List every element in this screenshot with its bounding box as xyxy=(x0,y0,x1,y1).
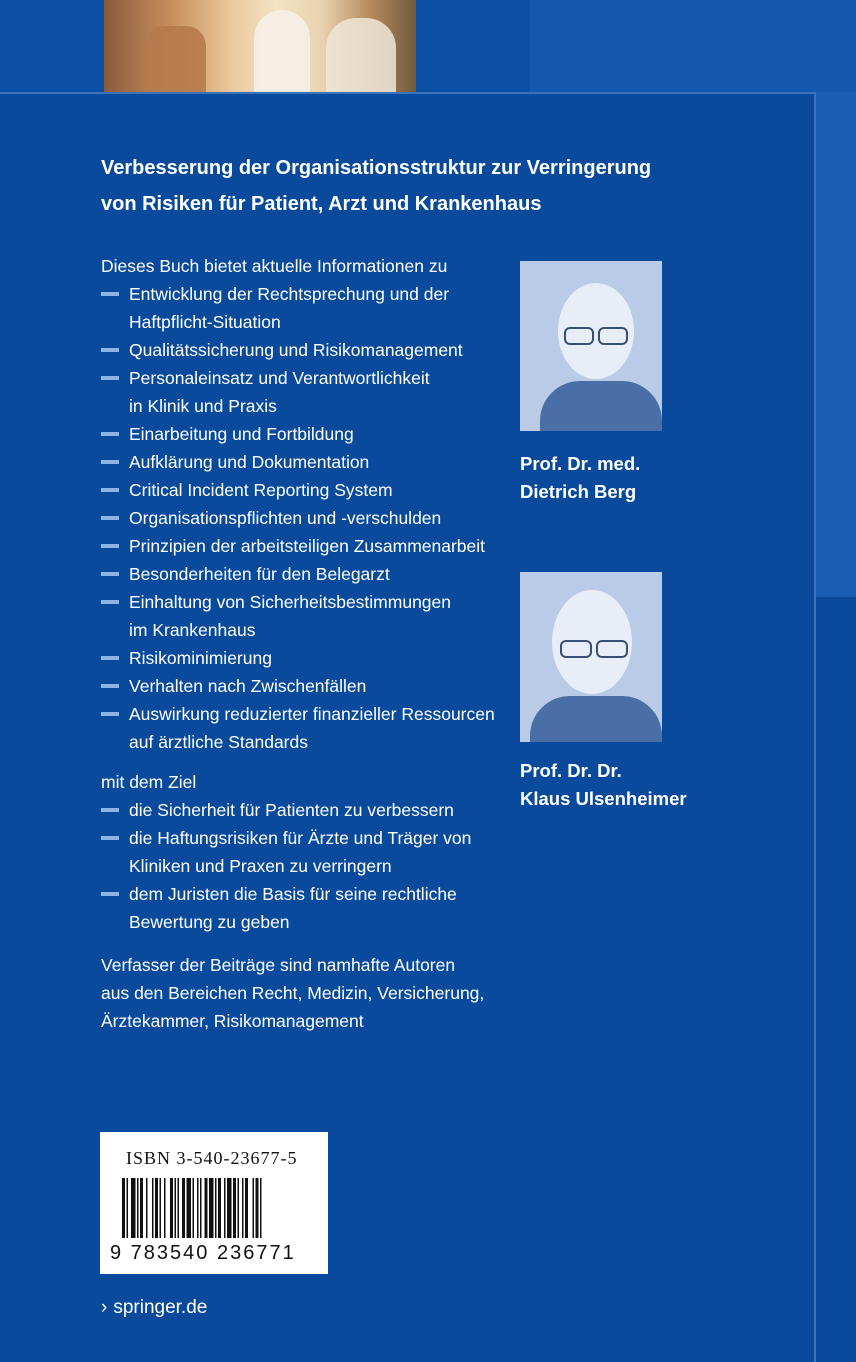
list-item xyxy=(101,796,471,824)
barcode-bar xyxy=(152,1178,154,1238)
dash-bullet-icon xyxy=(101,836,119,840)
list-item-line: Einhaltung von Sicherheitsbestimmungen xyxy=(129,592,451,612)
list-item xyxy=(101,700,495,756)
photo-figure xyxy=(144,26,206,92)
list-item xyxy=(101,644,495,672)
dash-bullet-icon xyxy=(101,488,119,492)
barcode-bar xyxy=(253,1178,255,1238)
list-item xyxy=(101,672,495,700)
right-edge-panel xyxy=(816,92,856,597)
list-item-line: Organisationspflichten und -verschulden xyxy=(129,508,442,528)
dash-bullet-icon xyxy=(101,712,119,716)
topics-list xyxy=(101,280,495,756)
list-item xyxy=(101,588,495,644)
goal-intro-text: mit dem Ziel xyxy=(101,772,197,792)
author-title: Prof. Dr. med. xyxy=(520,453,641,474)
dash-bullet-icon xyxy=(101,544,119,548)
author-ulsenheimer xyxy=(520,757,687,813)
list-item xyxy=(101,448,495,476)
barcode-bar xyxy=(137,1178,139,1238)
list-item-line: dem Juristen die Basis für seine rechtliche xyxy=(129,884,457,904)
barcode-bar xyxy=(164,1178,166,1238)
barcode-bar xyxy=(242,1178,244,1238)
portrait-shoulders xyxy=(530,696,662,742)
headline xyxy=(101,150,781,222)
list-item xyxy=(101,824,471,880)
list-item-line: Bewertung zu geben xyxy=(129,912,290,932)
dash-bullet-icon xyxy=(101,656,119,660)
author-fullname: Dietrich Berg xyxy=(520,481,637,502)
dash-bullet-icon xyxy=(101,516,119,520)
barcode-bar xyxy=(140,1178,143,1238)
list-item-line: Haftpflicht-Situation xyxy=(129,312,281,332)
barcode-bar xyxy=(182,1178,185,1238)
contributors-line: Verfasser der Beiträge sind namhafte Autoren xyxy=(101,955,456,975)
publisher-link[interactable] xyxy=(101,1294,207,1322)
list-item-line: Einarbeitung und Fortbildung xyxy=(129,424,354,444)
dash-bullet-icon xyxy=(101,348,119,352)
barcode-bar xyxy=(131,1178,136,1238)
barcode-bar xyxy=(245,1178,248,1238)
dash-bullet-icon xyxy=(101,572,119,576)
barcode-bar xyxy=(178,1178,180,1238)
dash-bullet-icon xyxy=(101,892,119,896)
barcode-bar xyxy=(146,1178,148,1238)
headline-line: Verbesserung der Organisationsstruktur zur Verringerung xyxy=(101,157,652,179)
list-item xyxy=(101,336,495,364)
contributors-line: aus den Bereichen Recht, Medizin, Versicherung, xyxy=(101,983,485,1003)
author-portrait-berg xyxy=(520,261,662,431)
list-item-line: auf ärztliche Standards xyxy=(129,732,308,752)
list-item xyxy=(101,504,495,532)
list-item-line: in Klinik und Praxis xyxy=(129,396,277,416)
list-item-line: Verhalten nach Zwischenfällen xyxy=(129,676,367,696)
dash-bullet-icon xyxy=(101,292,119,296)
isbn-text: ISBN 3-540-23677-5 xyxy=(126,1148,298,1168)
list-item-line: Prinzipien der arbeitsteiligen Zusammenarbeit xyxy=(129,536,486,556)
cover-photo-strip xyxy=(104,0,416,92)
ean-digits: 9 783540 236771 xyxy=(110,1242,296,1264)
barcode-bar xyxy=(127,1178,129,1238)
portrait-glasses xyxy=(560,640,592,658)
list-item xyxy=(101,560,495,588)
isbn-barcode xyxy=(100,1132,328,1274)
list-item-line: Qualitätssicherung und Risikomanagement xyxy=(129,340,463,360)
barcode-bar xyxy=(175,1178,177,1238)
headline-line: von Risiken für Patient, Arzt und Krankenhaus xyxy=(101,193,542,215)
goals-list xyxy=(101,796,471,936)
barcode-bar xyxy=(160,1178,162,1238)
barcode-bar xyxy=(260,1178,262,1238)
list-item xyxy=(101,420,495,448)
photo-figure xyxy=(326,18,396,92)
barcode-bar xyxy=(256,1178,259,1238)
list-item-line: Critical Incident Reporting System xyxy=(129,480,393,500)
list-item-line: die Sicherheit für Patienten zu verbessern xyxy=(129,800,454,820)
intro-text: Dieses Buch bietet aktuelle Informationen zu xyxy=(101,256,448,276)
list-item-line: Risikominimierung xyxy=(129,648,272,668)
portrait-glasses xyxy=(596,640,628,658)
dash-bullet-icon xyxy=(101,808,119,812)
barcode-bar xyxy=(215,1178,217,1238)
barcode-bar xyxy=(205,1178,208,1238)
publisher-url: springer.de xyxy=(113,1297,208,1318)
barcode-bar xyxy=(209,1178,214,1238)
portrait-glasses xyxy=(598,327,628,345)
dash-bullet-icon xyxy=(101,684,119,688)
barcode-bar xyxy=(155,1178,158,1238)
list-item xyxy=(101,880,471,936)
list-item xyxy=(101,280,495,336)
barcode-bar xyxy=(238,1178,240,1238)
barcode-bar xyxy=(227,1178,232,1238)
top-right-panel xyxy=(530,0,856,92)
barcode-bar xyxy=(224,1178,226,1238)
barcode-bar xyxy=(233,1178,236,1238)
contributors-line: Ärztekammer, Risikomanagement xyxy=(101,1011,364,1031)
list-item-line: Entwicklung der Rechtsprechung und der xyxy=(129,284,450,304)
list-item-line: Personaleinsatz und Verantwortlichkeit xyxy=(129,368,430,388)
portrait-glasses xyxy=(564,327,594,345)
list-item xyxy=(101,364,495,420)
barcode-bar xyxy=(193,1178,195,1238)
list-item-line: Besonderheiten für den Belegarzt xyxy=(129,564,390,584)
list-item-line: die Haftungsrisiken für Ärzte und Träger von xyxy=(129,828,472,848)
barcode-bar xyxy=(170,1178,173,1238)
author-title: Prof. Dr. Dr. xyxy=(520,760,622,781)
chevron-right-icon: › xyxy=(101,1297,108,1318)
list-item xyxy=(101,532,495,560)
barcode-bar xyxy=(200,1178,202,1238)
dash-bullet-icon xyxy=(101,600,119,604)
list-item-line: Kliniken und Praxen zu verringern xyxy=(129,856,392,876)
list-item-line: im Krankenhaus xyxy=(129,620,256,640)
author-berg xyxy=(520,450,640,506)
barcode-bar xyxy=(187,1178,192,1238)
list-item xyxy=(101,476,495,504)
dash-bullet-icon xyxy=(101,432,119,436)
dash-bullet-icon xyxy=(101,460,119,464)
barcode-bar xyxy=(197,1178,199,1238)
barcode-bar xyxy=(122,1178,125,1238)
author-fullname: Klaus Ulsenheimer xyxy=(520,788,687,809)
barcode-bars xyxy=(122,1178,308,1248)
dash-bullet-icon xyxy=(101,376,119,380)
photo-figure xyxy=(254,10,310,92)
contributors-text xyxy=(101,951,484,1035)
list-item-line: Auswirkung reduzierter finanzieller Ressourcen xyxy=(129,704,495,724)
list-item-line: Aufklärung und Dokumentation xyxy=(129,452,370,472)
barcode-bar xyxy=(218,1178,221,1238)
author-portrait-ulsenheimer xyxy=(520,572,662,742)
portrait-shoulders xyxy=(540,381,662,431)
